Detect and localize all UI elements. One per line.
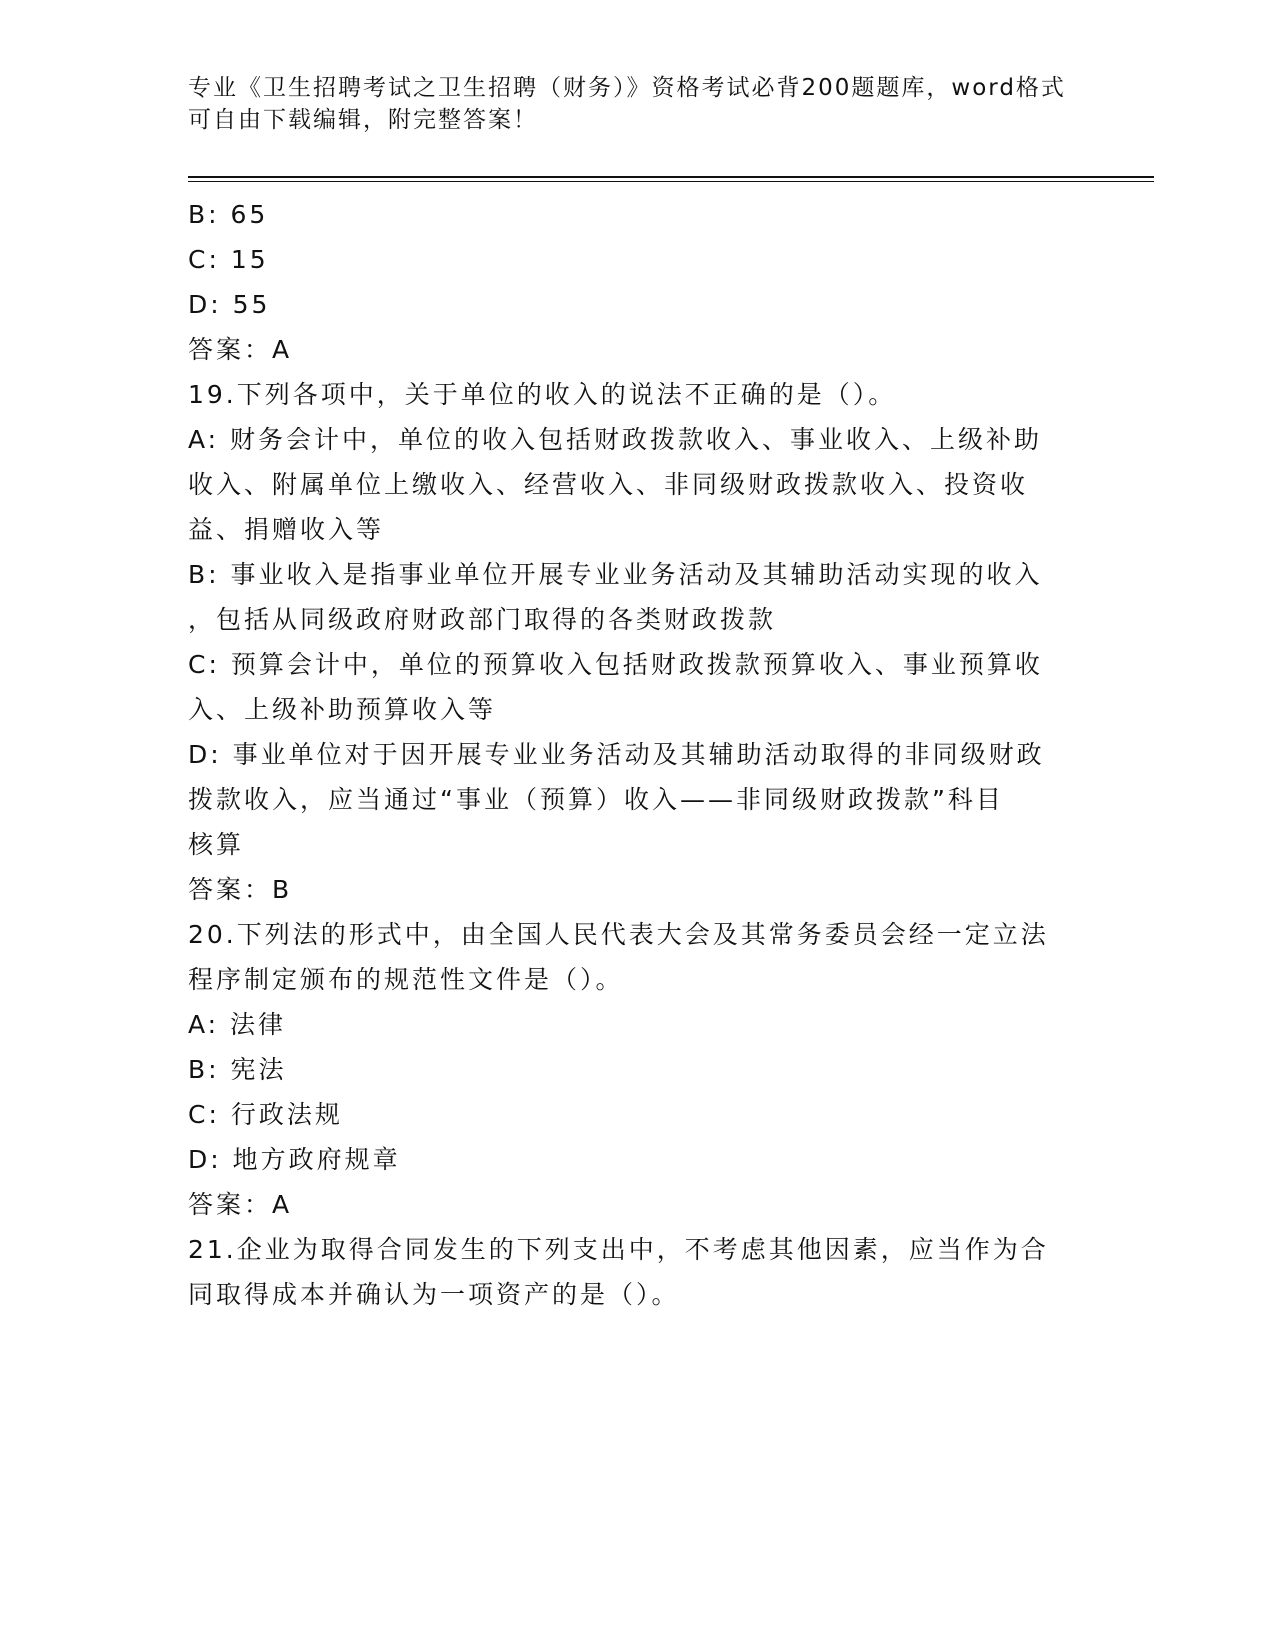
option-a-cont: 益、捐赠收入等 xyxy=(188,515,385,544)
option-b: B: 事业收入是指事业单位开展专业业务活动及其辅助活动实现的收入 xyxy=(188,560,1043,589)
question-21 xyxy=(188,1227,1088,1317)
option-c: C: 预算会计中，单位的预算收入包括财政拨款预算收入、事业预算收 xyxy=(188,650,1043,679)
answer: 答案：B xyxy=(188,875,293,904)
header-divider-thin xyxy=(188,181,1154,182)
question-stem-cont: 同取得成本并确认为一项资产的是（）。 xyxy=(188,1280,680,1309)
option-a: A: 法律 xyxy=(188,1010,287,1039)
header-title-line-2: 可自由下载编辑，附完整答案！ xyxy=(188,107,538,133)
option-d-cont: 核算 xyxy=(188,830,245,859)
question-stem-cont: 程序制定颁布的规范性文件是（）。 xyxy=(188,965,624,994)
option-a-cont: 收入、附属单位上缴收入、经营收入、非同级财政拨款收入、投资收 xyxy=(188,470,1029,499)
option-c-cont: 入、上级补助预算收入等 xyxy=(188,695,497,724)
question-stem: 20.下列法的形式中，由全国人民代表大会及其常务委员会经一定立法 xyxy=(188,920,1049,949)
option-b-cont: ，包括从同级政府财政部门取得的各类财政拨款 xyxy=(188,605,777,634)
option-b: B: 宪法 xyxy=(188,1055,287,1084)
question-stem: 21.企业为取得合同发生的下列支出中，不考虑其他因素，应当作为合 xyxy=(188,1235,1049,1264)
question-19 xyxy=(188,372,1088,912)
option-d: D: 55 xyxy=(188,290,271,319)
option-d: D: 地方政府规章 xyxy=(188,1145,401,1174)
option-d: D: 事业单位对于因开展专业业务活动及其辅助活动取得的非同级财政 xyxy=(188,740,1045,769)
option-d-cont: 拨款收入，应当通过“事业（预算）收入——非同级财政拨款”科目 xyxy=(188,785,1004,814)
option-c: C: 行政法规 xyxy=(188,1100,343,1129)
document-body xyxy=(188,192,1088,1317)
document-header xyxy=(188,72,1068,136)
option-a: A: 财务会计中，单位的收入包括财政拨款收入、事业收入、上级补助 xyxy=(188,425,1043,454)
answer: 答案：A xyxy=(188,335,293,364)
question-20 xyxy=(188,912,1088,1227)
option-b: B: 65 xyxy=(188,200,269,229)
question-18-tail xyxy=(188,192,1088,372)
question-stem: 19.下列各项中，关于单位的收入的说法不正确的是（）。 xyxy=(188,380,897,409)
header-divider xyxy=(188,176,1154,178)
header-title-line-1: 专业《卫生招聘考试之卫生招聘（财务）》资格考试必背200题题库，word格式 xyxy=(188,75,1066,101)
answer: 答案：A xyxy=(188,1190,293,1219)
option-c: C: 15 xyxy=(188,245,269,274)
